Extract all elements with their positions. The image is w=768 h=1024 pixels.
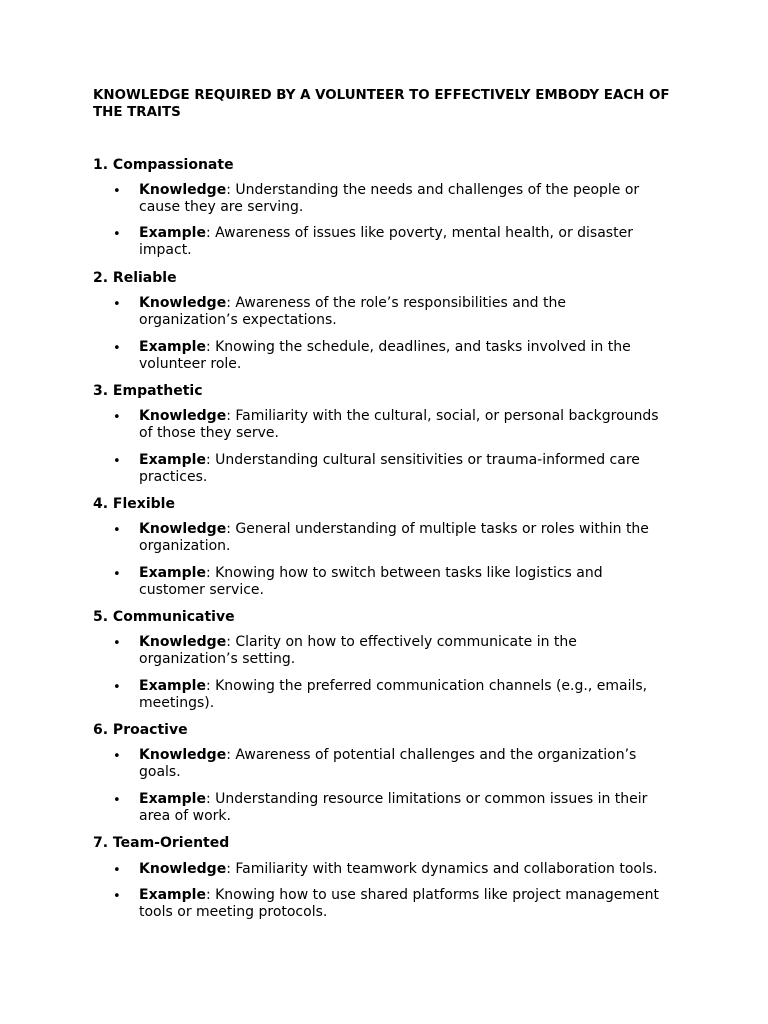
- item-description: : Clarity on how to effectively communicate in the organization’s setting.: [139, 634, 577, 667]
- item-description: : Awareness of issues like poverty, mental health, or disaster impact.: [139, 225, 633, 258]
- item-description: : Familiarity with teamwork dynamics and collaboration tools.: [226, 861, 658, 877]
- item-description: : Knowing how to switch between tasks like logistics and customer service.: [139, 565, 603, 598]
- item-description: : Understanding the needs and challenges of the people or cause they are serving.: [139, 182, 640, 215]
- item-label: Knowledge: [139, 521, 227, 537]
- bullet-icon: •: [113, 227, 121, 242]
- list-item-text: [139, 861, 669, 878]
- bullet-icon: •: [113, 680, 121, 695]
- list-item: [93, 339, 693, 373]
- item-description: : Understanding resource limitations or common issues in their area of work.: [139, 791, 648, 824]
- bullet-icon: •: [113, 863, 121, 878]
- list-item-text: [139, 791, 669, 825]
- item-label: Knowledge: [139, 747, 227, 763]
- list-item: [93, 634, 693, 668]
- list-item-text: [139, 182, 669, 216]
- list-item-text: [139, 565, 669, 599]
- bullet-icon: •: [113, 889, 121, 904]
- list-item: [93, 182, 693, 216]
- item-label: Example: [139, 339, 206, 355]
- section-heading-empathetic: 3. Empathetic: [93, 383, 203, 399]
- list-item: [93, 791, 693, 825]
- item-label: Example: [139, 565, 206, 581]
- item-label: Knowledge: [139, 634, 227, 650]
- item-description: : Knowing how to use shared platforms like project management tools or meeting protocols.: [139, 887, 660, 920]
- section-heading-compassionate: 1. Compassionate: [93, 157, 234, 173]
- list-item: [93, 887, 693, 921]
- list-item: [93, 408, 693, 442]
- section-heading-team-oriented: 7. Team-Oriented: [93, 835, 230, 851]
- bullet-icon: •: [113, 523, 121, 538]
- bullet-icon: •: [113, 184, 121, 199]
- item-description: : Awareness of potential challenges and the organization’s goals.: [139, 747, 637, 780]
- item-label: Example: [139, 452, 206, 468]
- bullet-icon: •: [113, 636, 121, 651]
- list-item-text: [139, 747, 669, 781]
- item-description: : Awareness of the role’s responsibilities and the organization’s expectations.: [139, 295, 566, 328]
- section-heading-flexible: 4. Flexible: [93, 496, 175, 512]
- list-item-text: [139, 634, 669, 668]
- bullet-icon: •: [113, 454, 121, 469]
- list-item: [93, 452, 693, 486]
- list-item: [93, 295, 693, 329]
- bullet-icon: •: [113, 297, 121, 312]
- bullet-icon: •: [113, 793, 121, 808]
- list-item-text: [139, 339, 669, 373]
- item-label: Example: [139, 887, 206, 903]
- document-title: KNOWLEDGE REQUIRED BY A VOLUNTEER TO EFFECTIVELY EMBODY EACH OF THE TRAITS: [93, 88, 670, 120]
- bullet-icon: •: [113, 341, 121, 356]
- item-label: Example: [139, 678, 206, 694]
- bullet-icon: •: [113, 749, 121, 764]
- item-label: Knowledge: [139, 408, 227, 424]
- list-item: [93, 565, 693, 599]
- bullet-icon: •: [113, 410, 121, 425]
- bullet-icon: •: [113, 567, 121, 582]
- section-heading-communicative: 5. Communicative: [93, 609, 235, 625]
- list-item-text: [139, 678, 669, 712]
- item-description: : Familiarity with the cultural, social, or personal backgrounds of those they serve.: [139, 408, 659, 441]
- item-description: : Knowing the schedule, deadlines, and tasks involved in the volunteer role.: [139, 339, 631, 372]
- list-item: [93, 225, 693, 259]
- list-item-text: [139, 887, 669, 921]
- list-item: [93, 521, 693, 555]
- section-heading-proactive: 6. Proactive: [93, 722, 188, 738]
- item-description: : Understanding cultural sensitivities or trauma-informed care practices.: [139, 452, 640, 485]
- item-label: Knowledge: [139, 861, 227, 877]
- list-item: [93, 861, 693, 878]
- item-description: : General understanding of multiple tasks or roles within the organization.: [139, 521, 649, 554]
- item-description: : Knowing the preferred communication channels (e.g., emails, meetings).: [139, 678, 648, 711]
- list-item-text: [139, 225, 669, 259]
- list-item-text: [139, 452, 669, 486]
- item-label: Example: [139, 791, 206, 807]
- item-label: Knowledge: [139, 182, 227, 198]
- item-label: Knowledge: [139, 295, 227, 311]
- list-item: [93, 747, 693, 781]
- item-label: Example: [139, 225, 206, 241]
- section-heading-reliable: 2. Reliable: [93, 270, 177, 286]
- list-item-text: [139, 295, 669, 329]
- list-item: [93, 678, 693, 712]
- list-item-text: [139, 408, 669, 442]
- list-item-text: [139, 521, 669, 555]
